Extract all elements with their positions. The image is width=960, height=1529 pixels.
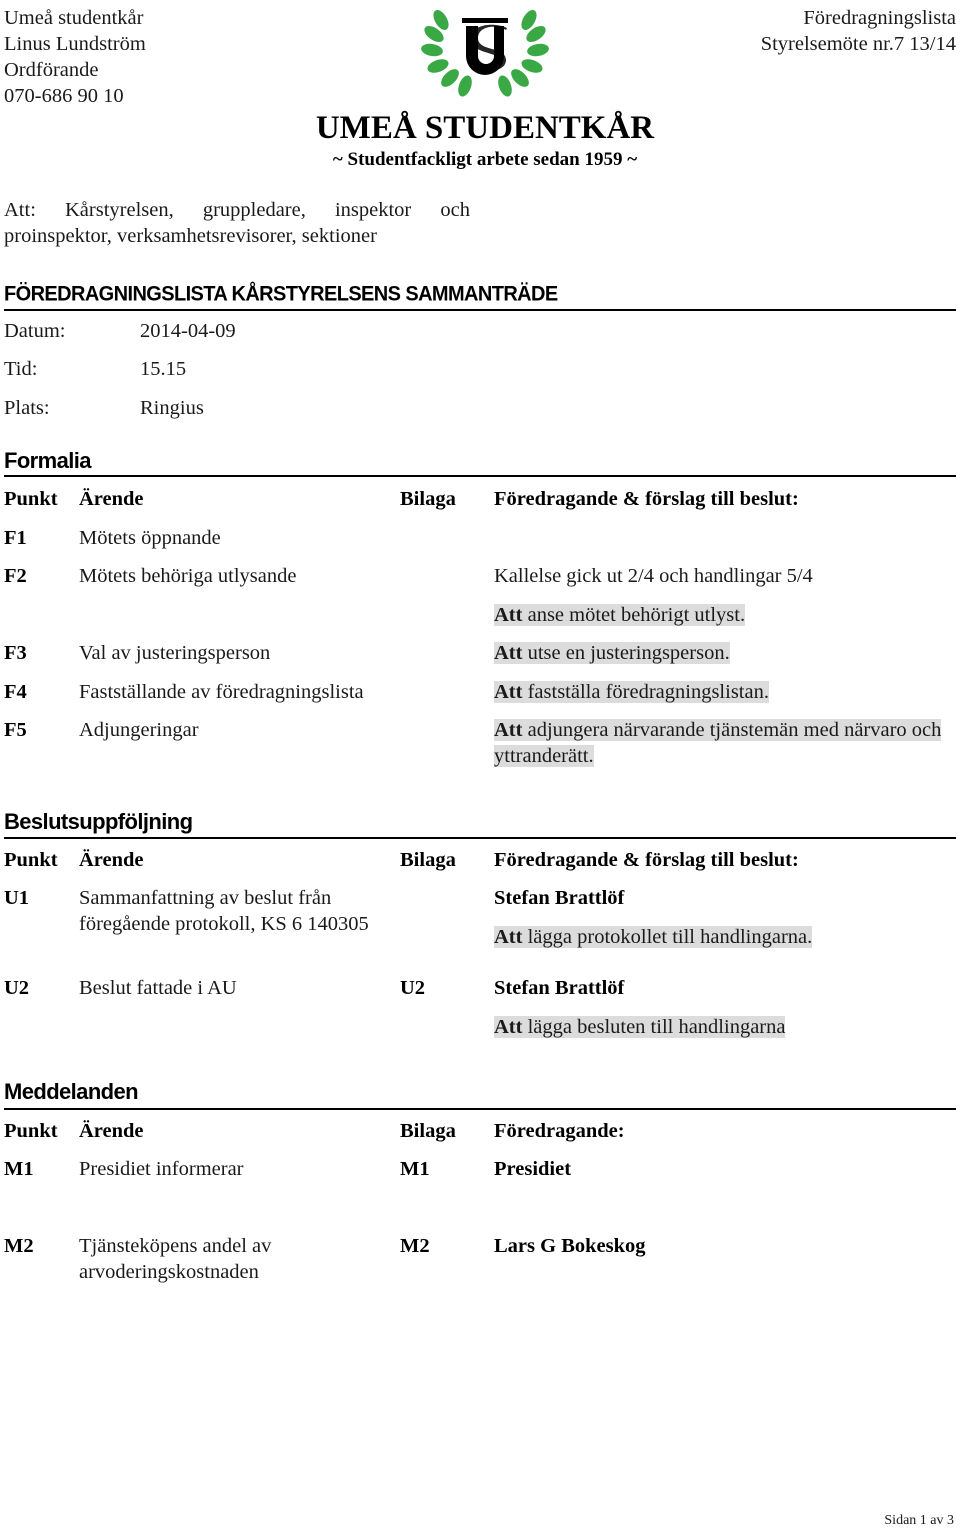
item-punkt: F3 (4, 642, 27, 664)
org-name: Umeå studentkår (4, 7, 144, 29)
proposal (494, 924, 812, 950)
item-bilaga: M2 (400, 1235, 430, 1257)
item-presenter: Stefan Brattlöf (494, 977, 625, 999)
header-punkt: Punkt (4, 488, 58, 510)
proposal (494, 1014, 785, 1040)
section-divider (4, 837, 956, 839)
header-punkt: Punkt (4, 1120, 58, 1142)
item-punkt: M2 (4, 1235, 34, 1257)
item-arende: Val av justeringsperson (79, 642, 271, 664)
header-bilaga: Bilaga (400, 1120, 456, 1142)
header-arende: Ärende (79, 849, 144, 871)
item-presenter: Lars G Bokeskog (494, 1235, 646, 1257)
item-punkt: F1 (4, 527, 27, 549)
item-punkt: M1 (4, 1158, 34, 1180)
proposal (494, 602, 745, 628)
proposal-att: Att (494, 1016, 523, 1038)
header-bilaga: Bilaga (400, 488, 456, 510)
header-foredragande: Föredragande & förslag till beslut: (494, 488, 799, 510)
header-punkt: Punkt (4, 849, 58, 871)
meeting-place (4, 395, 204, 421)
section-title-meddelanden: Meddelanden (4, 1079, 138, 1104)
place-value: Ringius (140, 397, 204, 419)
item-punkt: F4 (4, 681, 27, 703)
item-punkt: F5 (4, 719, 27, 741)
item-bilaga: U2 (400, 977, 426, 999)
proposal-att: Att (494, 604, 523, 626)
proposal-att: Att (494, 926, 523, 948)
logo-title: UMEÅ STUDENTKÅR (315, 110, 655, 146)
header-bilaga: Bilaga (400, 849, 456, 871)
item-arende: Fastställande av föredragningslista (79, 681, 364, 703)
title-divider (4, 309, 956, 311)
item-presenter: Presidiet (494, 1158, 572, 1180)
recipients-line-2: proinspektor, verksamhetsrevisorer, sektioner (4, 225, 377, 247)
date-value: 2014-04-09 (140, 320, 236, 342)
proposal-text: anse mötet behörigt utlyst. (522, 604, 746, 626)
header-arende: Ärende (79, 488, 144, 510)
item-note: Kallelse gick ut 2/4 och handlingar 5/4 (494, 565, 813, 587)
item-punkt: U2 (4, 977, 30, 999)
proposal-text: adjungera närvarande tjänstemän med närvaro och yttranderätt. (494, 719, 942, 767)
proposal (494, 717, 949, 769)
item-punkt: F2 (4, 565, 27, 587)
doc-type: Föredragningslista (803, 7, 956, 29)
proposal-att: Att (494, 719, 523, 741)
item-arende: Presidiet informerar (79, 1158, 244, 1180)
sender-block (4, 5, 146, 109)
header-foredragande: Föredragande: (494, 1120, 625, 1142)
section-title-formalia: Formalia (4, 448, 91, 473)
meeting-ref: Styrelsemöte nr.7 13/14 (760, 33, 956, 55)
recipients-word: Kårstyrelsen, (65, 199, 174, 221)
time-value: 15.15 (140, 358, 187, 380)
recipients-word: gruppledare, (202, 199, 306, 221)
umea-studentkar-logo (300, 0, 670, 175)
item-arende: Adjungeringar (79, 719, 199, 741)
item-presenter: Stefan Brattlöf (494, 887, 625, 909)
recipients-word: inspektor (334, 199, 412, 221)
sender-name: Linus Lundström (4, 33, 146, 55)
item-punkt: U1 (4, 887, 30, 909)
meeting-date (4, 318, 236, 344)
logo-tagline: ~ Studentfackligt arbete sedan 1959 ~ (332, 149, 638, 170)
page-number: Sidan 1 av 3 (884, 1513, 954, 1528)
item-bilaga: M1 (400, 1158, 430, 1180)
proposal-text: fastställa föredragningslistan. (522, 681, 769, 703)
section-title-beslutsuppfoljning: Beslutsuppföljning (4, 809, 193, 834)
document-reference (761, 5, 956, 57)
item-arende: Mötets öppnande (79, 527, 221, 549)
recipients-line-1 (4, 197, 470, 223)
proposal (494, 640, 730, 666)
date-label: Datum: (4, 320, 66, 342)
us-monogram-icon (462, 18, 508, 75)
proposal-text: lägga protokollet till handlingarna. (522, 926, 813, 948)
section-divider (4, 475, 956, 477)
recipients-word: Att: (4, 199, 36, 221)
item-arende: Sammanfattning av beslut från föregående protokoll, KS 6 140305 (79, 887, 369, 935)
header-arende: Ärende (79, 1120, 144, 1142)
proposal (494, 679, 769, 705)
time-label: Tid: (4, 358, 38, 380)
item-arende: Mötets behöriga utlysande (79, 565, 297, 587)
proposal-att: Att (494, 681, 523, 703)
proposal-text: lägga besluten till handlingarna (522, 1016, 786, 1038)
recipients-word: och (440, 199, 470, 221)
item-arende: Beslut fattade i AU (79, 977, 237, 999)
meeting-time (4, 356, 186, 382)
sender-role: Ordförande (4, 59, 99, 81)
proposal-text: utse en justeringsperson. (522, 642, 730, 664)
document-title: FÖREDRAGNINGSLISTA KÅRSTYRELSENS SAMMANTRÄDE (4, 282, 558, 306)
section-divider (4, 1108, 956, 1110)
item-arende: Tjänsteköpens andel av arvoderingskostnaden (79, 1235, 272, 1283)
header-foredragande: Föredragande & förslag till beslut: (494, 849, 799, 871)
sender-phone: 070-686 90 10 (4, 85, 124, 107)
proposal-att: Att (494, 642, 523, 664)
place-label: Plats: (4, 397, 50, 419)
recipients (4, 197, 470, 249)
